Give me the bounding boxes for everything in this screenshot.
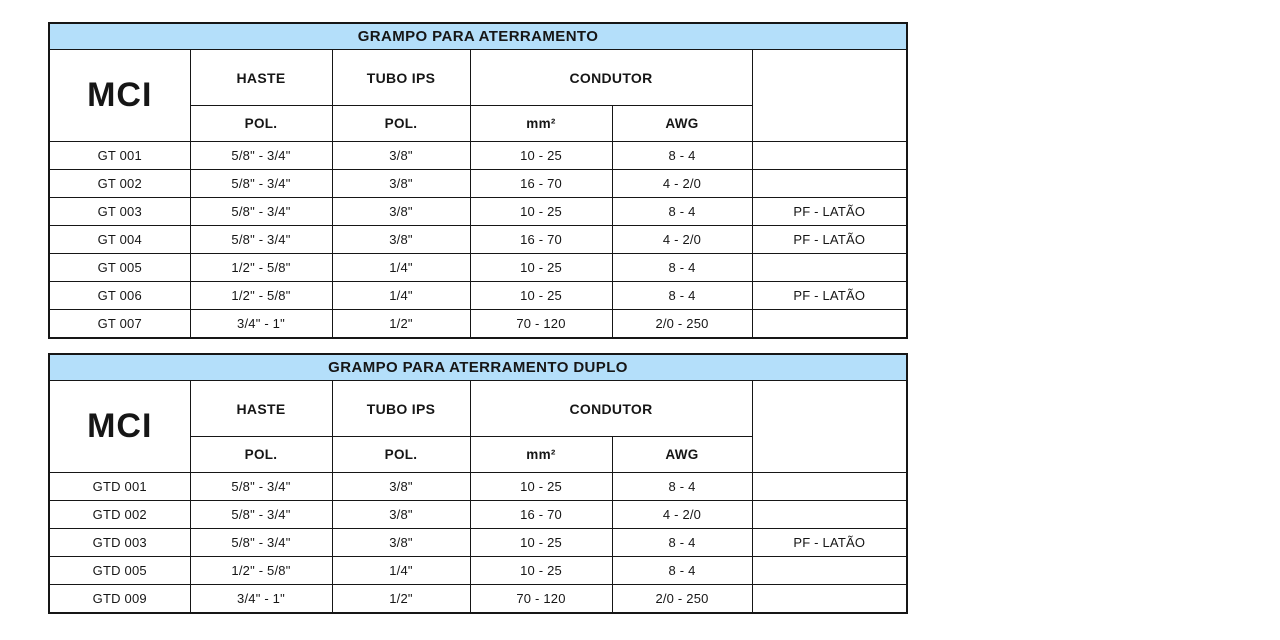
- condutor-mm2-cell: 10 - 25: [470, 473, 612, 501]
- product-code-cell: GTD 003: [49, 529, 190, 557]
- subheader-haste-pol: POL.: [190, 106, 332, 142]
- table-row: [49, 473, 907, 501]
- material-note-cell: PF - LATÃO: [752, 226, 907, 254]
- product-code-cell: GT 004: [49, 226, 190, 254]
- column-header-haste: HASTE: [190, 50, 332, 106]
- tables-container: [48, 22, 908, 614]
- subheader-awg: AWG: [612, 437, 752, 473]
- material-note-cell: PF - LATÃO: [752, 198, 907, 226]
- column-header-notes: [752, 381, 907, 473]
- table-row: [49, 585, 907, 614]
- condutor-mm2-cell: 16 - 70: [470, 501, 612, 529]
- condutor-awg-cell: 8 - 4: [612, 473, 752, 501]
- haste-pol-cell: 1/2" - 5/8": [190, 557, 332, 585]
- column-header-tubo-ips: TUBO IPS: [332, 381, 470, 437]
- condutor-mm2-cell: 70 - 120: [470, 585, 612, 614]
- product-code-cell: GT 001: [49, 142, 190, 170]
- tubo-ips-pol-cell: 3/8": [332, 226, 470, 254]
- subheader-mm2: mm²: [470, 106, 612, 142]
- tubo-ips-pol-cell: 1/2": [332, 310, 470, 339]
- product-code-cell: GT 005: [49, 254, 190, 282]
- table-title: GRAMPO PARA ATERRAMENTO: [49, 23, 907, 50]
- product-code-cell: GTD 001: [49, 473, 190, 501]
- material-note-cell: [752, 557, 907, 585]
- haste-pol-cell: 5/8" - 3/4": [190, 142, 332, 170]
- table-row: [49, 557, 907, 585]
- product-code-cell: GT 002: [49, 170, 190, 198]
- table-row: [49, 170, 907, 198]
- haste-pol-cell: 5/8" - 3/4": [190, 198, 332, 226]
- condutor-mm2-cell: 10 - 25: [470, 142, 612, 170]
- subheader-tubo-pol: POL.: [332, 437, 470, 473]
- condutor-mm2-cell: 16 - 70: [470, 170, 612, 198]
- haste-pol-cell: 3/4" - 1": [190, 310, 332, 339]
- condutor-awg-cell: 2/0 - 250: [612, 585, 752, 614]
- table-row: [49, 501, 907, 529]
- tubo-ips-pol-cell: 3/8": [332, 473, 470, 501]
- condutor-awg-cell: 8 - 4: [612, 254, 752, 282]
- group-header-row: [49, 50, 907, 106]
- tubo-ips-pol-cell: 1/4": [332, 254, 470, 282]
- material-note-cell: [752, 473, 907, 501]
- haste-pol-cell: 3/4" - 1": [190, 585, 332, 614]
- product-code-cell: GT 003: [49, 198, 190, 226]
- brand-label: MCI: [49, 50, 190, 142]
- table-body: [49, 473, 907, 614]
- material-note-cell: [752, 310, 907, 339]
- condutor-awg-cell: 4 - 2/0: [612, 501, 752, 529]
- subheader-haste-pol: POL.: [190, 437, 332, 473]
- condutor-mm2-cell: 70 - 120: [470, 310, 612, 339]
- table-title: GRAMPO PARA ATERRAMENTO DUPLO: [49, 354, 907, 381]
- tubo-ips-pol-cell: 3/8": [332, 142, 470, 170]
- material-note-cell: PF - LATÃO: [752, 529, 907, 557]
- table-body: [49, 142, 907, 339]
- haste-pol-cell: 1/2" - 5/8": [190, 282, 332, 310]
- table-row: [49, 226, 907, 254]
- product-code-cell: GTD 002: [49, 501, 190, 529]
- tubo-ips-pol-cell: 3/8": [332, 198, 470, 226]
- double-grounding-clamp-table: [48, 353, 908, 614]
- haste-pol-cell: 5/8" - 3/4": [190, 226, 332, 254]
- column-header-haste: HASTE: [190, 381, 332, 437]
- haste-pol-cell: 5/8" - 3/4": [190, 170, 332, 198]
- table-row: [49, 254, 907, 282]
- haste-pol-cell: 5/8" - 3/4": [190, 501, 332, 529]
- table-row: [49, 198, 907, 226]
- tubo-ips-pol-cell: 3/8": [332, 501, 470, 529]
- material-note-cell: [752, 501, 907, 529]
- table-title-row: [49, 354, 907, 381]
- product-code-cell: GTD 005: [49, 557, 190, 585]
- condutor-mm2-cell: 10 - 25: [470, 198, 612, 226]
- condutor-mm2-cell: 10 - 25: [470, 282, 612, 310]
- column-header-condutor: CONDUTOR: [470, 50, 752, 106]
- table-row: [49, 142, 907, 170]
- tubo-ips-pol-cell: 3/8": [332, 529, 470, 557]
- condutor-mm2-cell: 10 - 25: [470, 557, 612, 585]
- condutor-awg-cell: 8 - 4: [612, 529, 752, 557]
- material-note-cell: [752, 585, 907, 614]
- table-title-row: [49, 23, 907, 50]
- condutor-awg-cell: 8 - 4: [612, 557, 752, 585]
- condutor-awg-cell: 8 - 4: [612, 282, 752, 310]
- condutor-awg-cell: 8 - 4: [612, 198, 752, 226]
- tubo-ips-pol-cell: 1/4": [332, 282, 470, 310]
- condutor-mm2-cell: 10 - 25: [470, 529, 612, 557]
- brand-label: MCI: [49, 381, 190, 473]
- haste-pol-cell: 1/2" - 5/8": [190, 254, 332, 282]
- material-note-cell: [752, 170, 907, 198]
- condutor-mm2-cell: 10 - 25: [470, 254, 612, 282]
- table-row: [49, 529, 907, 557]
- condutor-awg-cell: 8 - 4: [612, 142, 752, 170]
- table-row: [49, 310, 907, 339]
- tubo-ips-pol-cell: 1/4": [332, 557, 470, 585]
- material-note-cell: PF - LATÃO: [752, 282, 907, 310]
- product-code-cell: GT 007: [49, 310, 190, 339]
- material-note-cell: [752, 254, 907, 282]
- condutor-awg-cell: 4 - 2/0: [612, 226, 752, 254]
- subheader-awg: AWG: [612, 106, 752, 142]
- grounding-clamp-table: [48, 22, 908, 339]
- material-note-cell: [752, 142, 907, 170]
- product-code-cell: GTD 009: [49, 585, 190, 614]
- tubo-ips-pol-cell: 3/8": [332, 170, 470, 198]
- tubo-ips-pol-cell: 1/2": [332, 585, 470, 614]
- table-row: [49, 282, 907, 310]
- column-header-notes: [752, 50, 907, 142]
- haste-pol-cell: 5/8" - 3/4": [190, 529, 332, 557]
- subheader-mm2: mm²: [470, 437, 612, 473]
- condutor-awg-cell: 4 - 2/0: [612, 170, 752, 198]
- column-header-tubo-ips: TUBO IPS: [332, 50, 470, 106]
- product-code-cell: GT 006: [49, 282, 190, 310]
- condutor-awg-cell: 2/0 - 250: [612, 310, 752, 339]
- subheader-tubo-pol: POL.: [332, 106, 470, 142]
- column-header-condutor: CONDUTOR: [470, 381, 752, 437]
- haste-pol-cell: 5/8" - 3/4": [190, 473, 332, 501]
- condutor-mm2-cell: 16 - 70: [470, 226, 612, 254]
- group-header-row: [49, 381, 907, 437]
